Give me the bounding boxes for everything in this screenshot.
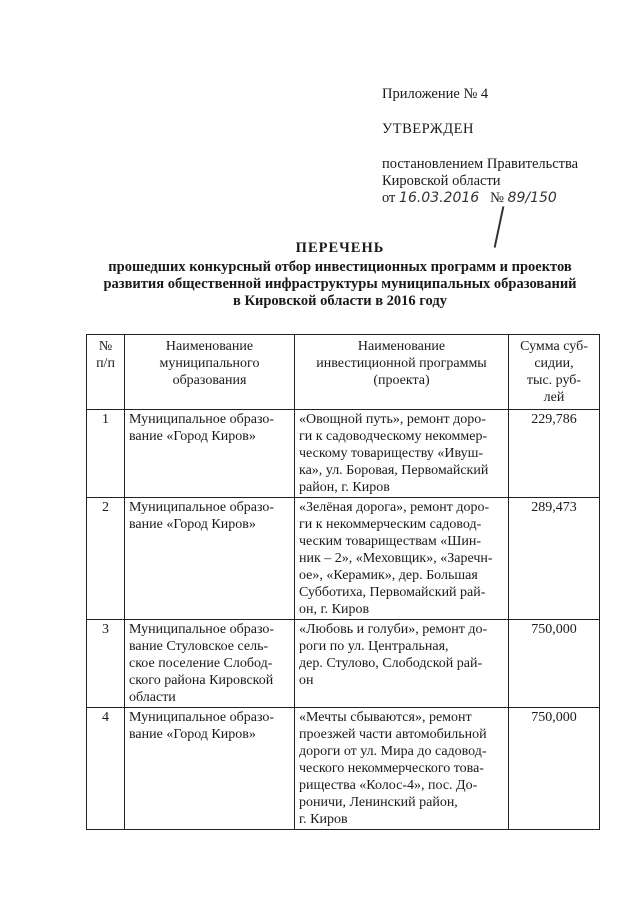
handwritten-number: 89/150 xyxy=(507,190,557,206)
projects-table xyxy=(86,334,600,830)
header-project: Наименование инвестиционной программы (проекта) xyxy=(295,335,509,410)
heading-line-1: прошедших конкурсный отбор инвестиционных программ и проектов xyxy=(108,259,572,275)
resolution-line-1: постановлением Правительства xyxy=(382,156,579,172)
table-row xyxy=(87,708,600,830)
heading-line-3: в Кировской области в 2016 году xyxy=(233,293,447,309)
row-project: «Любовь и голуби», ремонт до- роги по ул. Центральная, дер. Стулово, Слободской рай- он xyxy=(295,620,509,708)
row-amount: 289,473 xyxy=(509,498,600,620)
table-row xyxy=(87,498,600,620)
approval-block xyxy=(382,86,632,207)
approved-label: УТВЕРЖДЕН xyxy=(382,121,474,137)
resolution-line-2: Кировской области xyxy=(382,173,501,189)
header-amount: Сумма суб- сидии, тыс. руб- лей xyxy=(509,335,600,410)
row-amount: 750,000 xyxy=(509,708,600,830)
document-title: ПЕРЕЧЕНЬ xyxy=(295,240,385,256)
row-municipality: Муниципальное образо- вание «Город Киров» xyxy=(125,410,295,498)
row-number: 2 xyxy=(87,498,125,620)
row-amount: 229,786 xyxy=(509,410,600,498)
row-municipality: Муниципальное образо- вание Стуловское сель- ское поселение Слобод- ского района Кировской области xyxy=(125,620,295,708)
header-municipality: Наименование муниципального образования xyxy=(125,335,295,410)
row-number: 1 xyxy=(87,410,125,498)
appendix-label: Приложение № 4 xyxy=(382,86,489,102)
row-project: «Мечты сбываются», ремонт проезжей части автомобильной дороги от ул. Мира до садовод- ческого некоммерческого това- рищества «Колос-4», пос. До- роничи, Ленинский район, г. Киров xyxy=(295,708,509,830)
row-amount: 750,000 xyxy=(509,620,600,708)
table-row xyxy=(87,410,600,498)
row-number: 3 xyxy=(87,620,125,708)
row-number: 4 xyxy=(87,708,125,830)
number-prefix: № xyxy=(490,190,504,206)
resolution-date-line xyxy=(382,190,632,207)
row-municipality: Муниципальное образо- вание «Город Киров» xyxy=(125,498,295,620)
document-heading xyxy=(80,240,600,310)
row-municipality: Муниципальное образо- вание «Город Киров» xyxy=(125,708,295,830)
header-number: № п/п xyxy=(87,335,125,410)
heading-line-2: развития общественной инфраструктуры муниципальных образований xyxy=(103,276,577,292)
handwritten-date: 16.03.2016 xyxy=(399,190,480,206)
row-project: «Зелёная дорога», ремонт доро- ги к некоммерческим садовод- ческим товариществам «Шин- ник – 2», «Меховщик», «Заречн- ое», «Керамик», дер. Большая Субботиха, Первомайский рай- он, г. Киров xyxy=(295,498,509,620)
table-row xyxy=(87,620,600,708)
row-project: «Овощной путь», ремонт доро- ги к садоводческому некоммер- ческому товариществу «Ивуш- ка», ул. Боровая, Первомайский район, г. Киров xyxy=(295,410,509,498)
resolution-block xyxy=(382,156,632,207)
table-header-row xyxy=(87,335,600,410)
date-prefix: от xyxy=(382,190,396,206)
